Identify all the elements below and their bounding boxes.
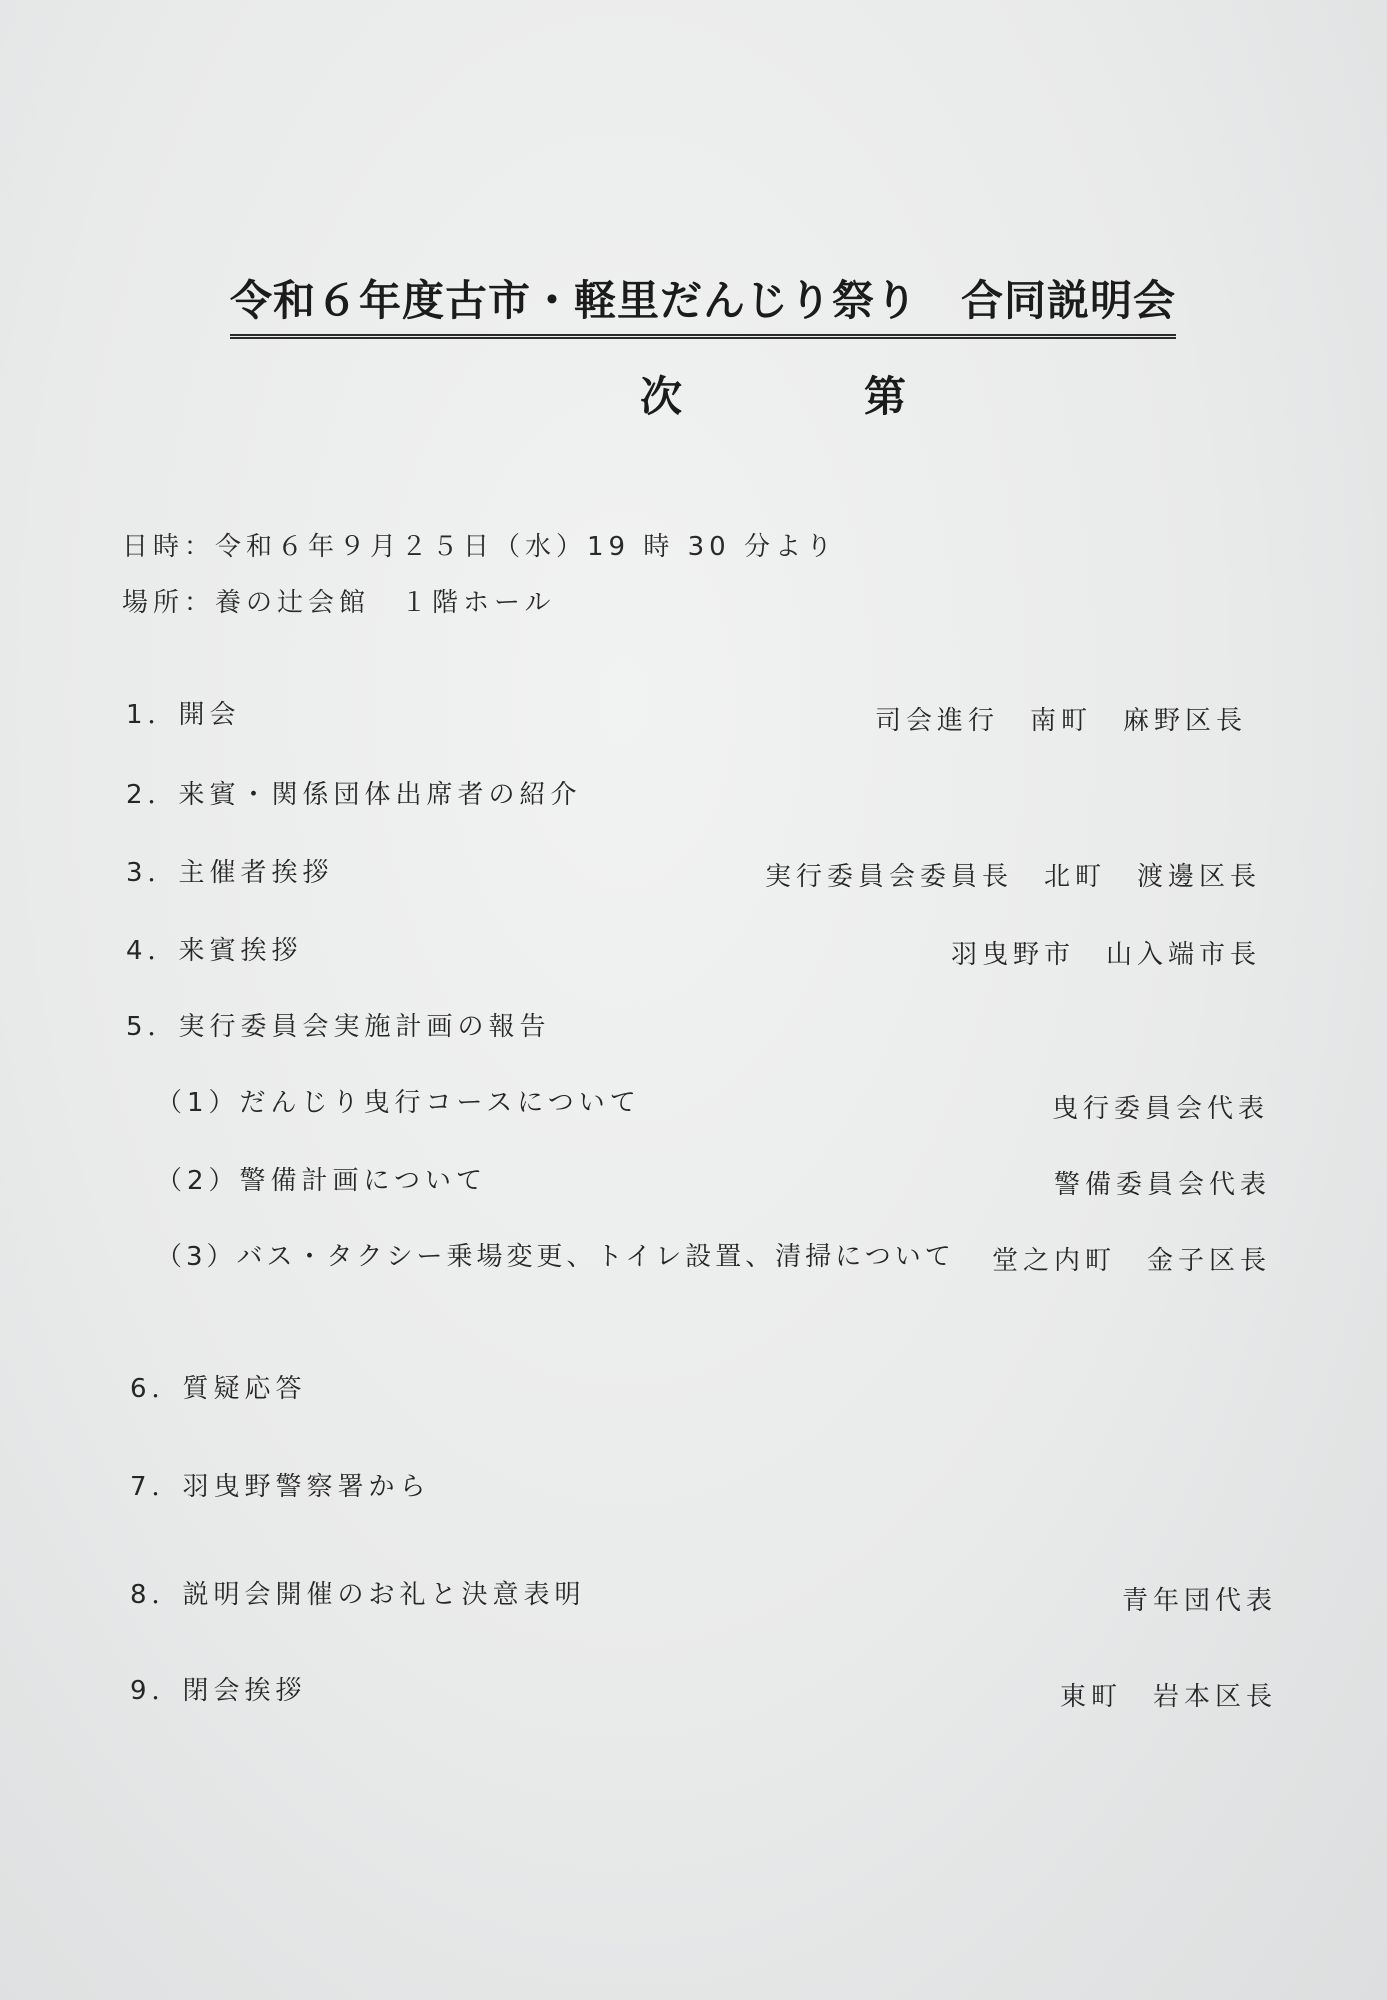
document-subtitle: 次 第 [640, 372, 977, 421]
subitem-3-person: 堂之内町 金子区長 [991, 1246, 1271, 1276]
agenda-item-4: 4．来賓挨拶 [126, 936, 303, 966]
agenda-item-8: 8．説明会開催のお礼と決意表明 [130, 1580, 586, 1610]
agenda-item-3: 3．主催者挨拶 [126, 858, 334, 888]
agenda-item-2: 2．来賓・関係団体出席者の紹介 [126, 780, 582, 810]
agenda-item-9-person: 東町 岩本区長 [1059, 1682, 1277, 1712]
agenda-item-7: 7．羽曳野警察署から [130, 1472, 431, 1502]
agenda-item-1-person: 司会進行 南町 麻野区長 [874, 706, 1247, 736]
agenda-item-3-person: 実行委員会委員長 北町 渡邊区長 [764, 862, 1261, 892]
meeting-datetime: 日時：令和６年９月２５日（水）19 時 30 分より [122, 532, 837, 562]
agenda-item-1: 1．開会 [126, 700, 241, 730]
subitem-2-person: 警備委員会代表 [1053, 1170, 1271, 1200]
subitem-2: （2）警備計画について [156, 1166, 488, 1196]
document-title: 令和６年度古市・軽里だんじり祭り 合同説明会 [230, 268, 1176, 339]
agenda-item-5: 5．実行委員会実施計画の報告 [126, 1012, 551, 1042]
agenda-item-9: 9．閉会挨拶 [130, 1676, 307, 1706]
meeting-place: 場所：養の辻会館 １階ホール [122, 588, 556, 618]
subitem-1: （1）だんじり曳行コースについて [156, 1088, 641, 1118]
agenda-item-8-person: 青年団代表 [1121, 1586, 1277, 1616]
subitem-3: （3）バス・タクシー乗場変更、トイレ設置、清掃について [156, 1242, 955, 1272]
agenda-item-4-person: 羽曳野市 山入端市長 [950, 940, 1261, 970]
agenda-item-6: 6．質疑応答 [130, 1374, 307, 1404]
subitem-1-person: 曳行委員会代表 [1051, 1094, 1269, 1124]
